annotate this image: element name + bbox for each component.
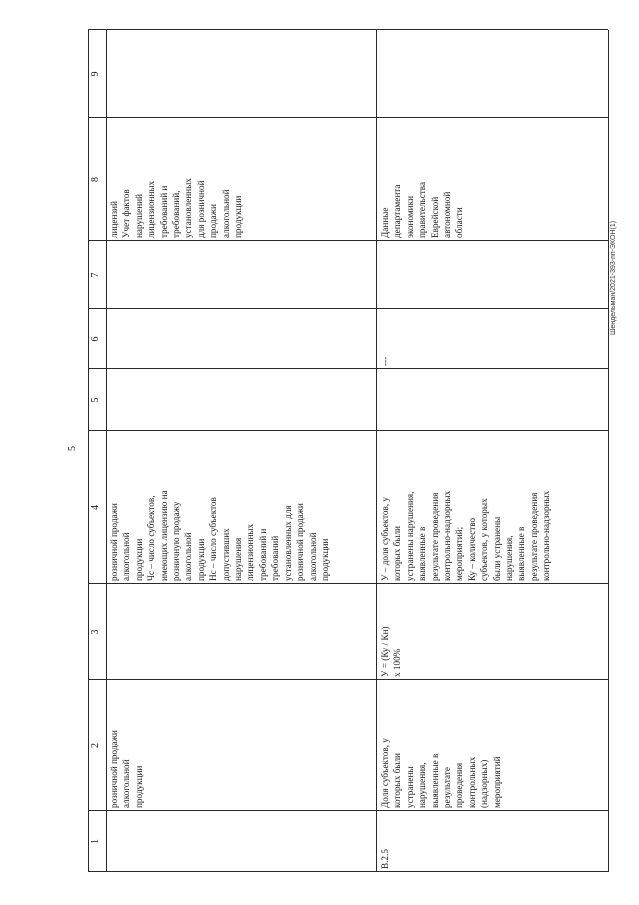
cell-continued-description: розничной продажи алкогольной продукции Чс – число субъектов, имеющих лицензию на розничную продажу алкогольной продукции Нс – число субъектов допустивших нарушения лицензионных требований и требований установленных для розничной продажи алкогольной продукции [109, 490, 330, 581]
grid-line [88, 308, 608, 309]
grid-line [88, 240, 608, 241]
grid-line [88, 583, 608, 584]
cell-formula: У = (Ку / Кн) х 100% [380, 626, 403, 677]
grid-line [88, 117, 608, 118]
grid-line [608, 30, 609, 872]
grid-line [88, 30, 89, 872]
cell-continued-source: лицензий Учет фактов нарушений лицензионных требований и требований, установленных для розничной продажи алкогольной продукции [109, 178, 244, 238]
column-header-1: 1 [90, 839, 101, 844]
cell-indicator-name: Доля субъектов, у которых были устранены нарушения, выявленные в результате проведения контрольных (надзорных) мероприятий [380, 738, 502, 808]
column-header-6: 6 [90, 336, 101, 342]
page-number: 5 [67, 446, 78, 451]
grid-line [88, 368, 608, 369]
cell-row-code: В.2.5 [380, 849, 390, 869]
column-header-2: 2 [90, 743, 101, 748]
document-stamp: Шендельман/2021-393-пп-ЭКОН(1) [610, 220, 617, 335]
cell-continued-indicator-name: розничной продажи алкогольной продукции [109, 730, 144, 808]
column-header-3: 3 [90, 629, 101, 635]
grid-line [88, 871, 608, 872]
grid-line [376, 30, 377, 872]
grid-line [88, 679, 608, 680]
grid-line [88, 430, 608, 431]
grid-line [106, 30, 107, 872]
cell-description: У – доля субъектов, у которых были устранены нарушения, выявленные в результате проведения контрольно-надзорных мероприятий; Ку – количество субъектов, у которых были устранены нарушения, выявленные в результате проведения контрольно-надзорных [380, 490, 552, 581]
column-header-9: 9 [90, 71, 101, 77]
grid-line [88, 810, 608, 811]
column-header-7: 7 [90, 272, 101, 278]
cell-dash: --- [380, 356, 390, 366]
column-header-4: 4 [90, 505, 101, 510]
column-header-8: 8 [90, 177, 101, 182]
grid-line [88, 29, 608, 30]
column-header-5: 5 [90, 397, 101, 403]
cell-data-source: Данные департамента экономики правительства Еврейской автономной области [380, 181, 465, 238]
